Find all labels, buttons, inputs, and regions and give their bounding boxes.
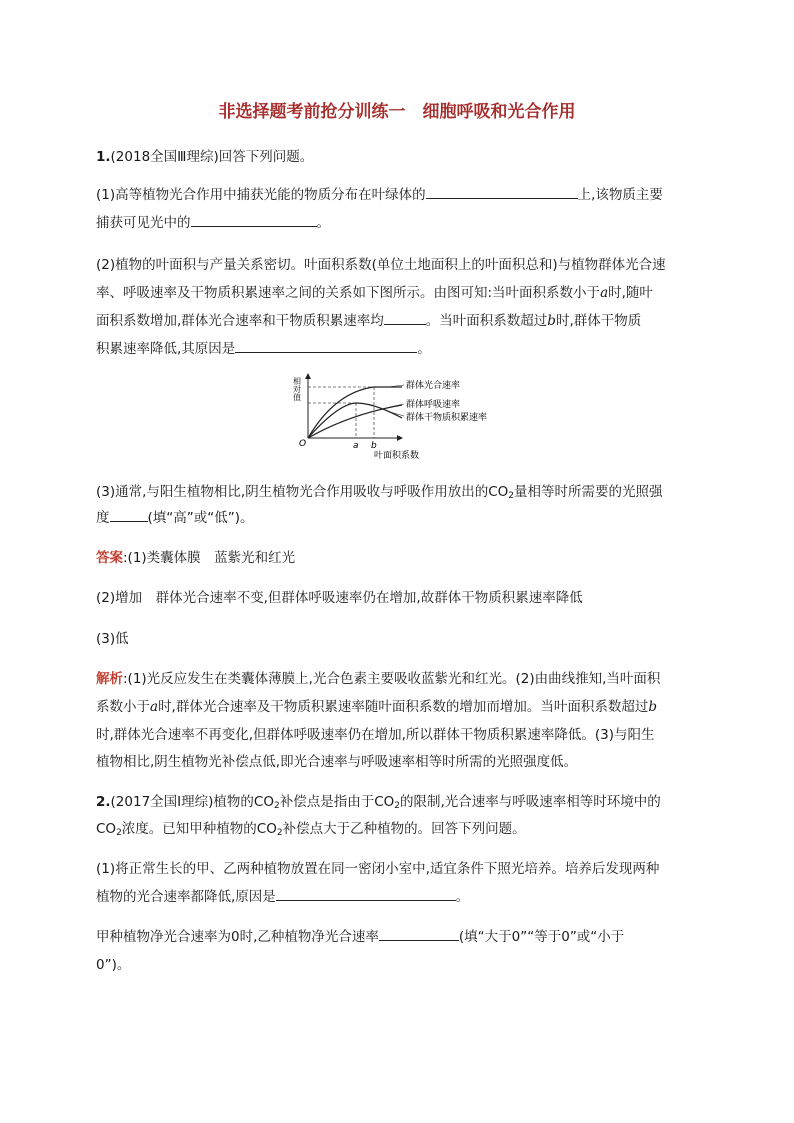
answer-blank[interactable] bbox=[191, 214, 317, 227]
text: 。当叶面积系数超过 bbox=[425, 313, 548, 329]
text: 补偿点大于乙种植物的。回答下列问题。 bbox=[282, 821, 526, 837]
analysis-line4: 植物相比,阴生植物光补偿点低,即光合速率与呼吸速率相等时所需的光照强度低。 bbox=[96, 754, 578, 770]
q2-part2-line2: 0”)。 bbox=[96, 957, 131, 973]
q1-part2-line4 bbox=[96, 340, 431, 359]
q2-part1-line2 bbox=[96, 888, 469, 907]
origin-label: O bbox=[299, 439, 307, 449]
subscript: 2 bbox=[394, 801, 400, 811]
q2-part2-line1 bbox=[96, 928, 624, 947]
text: 植物的光合速率都降低,原因是 bbox=[96, 889, 276, 905]
text: 浓度。已知甲种植物的CO bbox=[121, 821, 277, 837]
text: (填“大于0”“等于0”或“小于 bbox=[458, 929, 625, 945]
answer-line3: (3)低 bbox=[96, 631, 129, 647]
q1-intro-text: (2018全国Ⅲ理综)回答下列问题。 bbox=[110, 149, 314, 165]
text: (填“高”或“低”)。 bbox=[147, 510, 254, 526]
q1-part3-line1 bbox=[96, 483, 663, 506]
analysis-line1 bbox=[96, 670, 660, 689]
variable-a: a bbox=[600, 285, 609, 301]
ylabel-char: 相 bbox=[293, 377, 301, 386]
q2-line2 bbox=[96, 820, 526, 843]
text: (1)高等植物光合作用中捕获光能的物质分布在叶绿体的 bbox=[96, 187, 426, 203]
subscript: 2 bbox=[508, 491, 514, 501]
text: 的限制,光合速率与呼吸速率相等时环境中的 bbox=[400, 794, 661, 810]
rate-curve-figure bbox=[290, 370, 520, 470]
tick-a: a bbox=[353, 441, 359, 451]
text: 时,群体干物质 bbox=[555, 313, 642, 329]
answer-label: 答案 bbox=[96, 550, 123, 566]
text: :(1)光反应发生在类囊体薄膜上,光合色素主要吸收蓝紫光和红光。(2)由曲线推知,当叶面积 bbox=[123, 671, 661, 687]
text: 面积系数增加,群体光合速率和干物质积累速率均 bbox=[96, 313, 384, 329]
q1-part1-line1 bbox=[96, 186, 663, 205]
ylabel-char: 对 bbox=[293, 385, 301, 394]
analysis-line3: 时,群体光合速率不再变化,但群体呼吸速率仍在增加,所以群体干物质积累速率降低。(3)与阳生 bbox=[96, 727, 655, 743]
text: 。 bbox=[455, 889, 470, 905]
answer-blank[interactable] bbox=[384, 312, 426, 325]
text: 系数小于 bbox=[96, 699, 150, 715]
text: 补偿点是指由于CO bbox=[279, 794, 395, 810]
text: :(1)类囊体膜 蓝紫光和红光 bbox=[123, 550, 296, 566]
q1-part3-line2 bbox=[96, 509, 254, 528]
subscript: 2 bbox=[276, 828, 283, 838]
text: 度 bbox=[96, 510, 110, 526]
answer-blank[interactable] bbox=[110, 509, 148, 522]
variable-a: a bbox=[150, 699, 159, 715]
text: (3)通常,与阳生植物相比,阴生植物光合作用吸收与呼吸作用放出的CO bbox=[96, 484, 509, 500]
respiration-curve bbox=[308, 405, 402, 438]
legend-photosynthesis: 群体光合速率 bbox=[406, 381, 461, 391]
q2-number: 2. bbox=[96, 794, 111, 810]
q2-part1-line1: (1)将正常生长的甲、乙两种植物放置在同一密闭小室中,适宜条件下照光培养。培养后发现两种 bbox=[96, 861, 660, 877]
text: 上,该物质主要 bbox=[577, 187, 663, 203]
text: 量相等时所需要的光照强 bbox=[514, 484, 663, 500]
legend-dry-matter: 群体干物质积累速率 bbox=[406, 413, 488, 423]
answer-blank[interactable] bbox=[235, 340, 417, 353]
variable-b: b bbox=[648, 699, 658, 715]
q1-part2-line1: (2)植物的叶面积与产量关系密切。叶面积系数(单位土地面积上的叶面积总和)与植物群体光合速 bbox=[96, 257, 666, 273]
answer-blank[interactable] bbox=[379, 928, 459, 941]
text: 。 bbox=[316, 215, 330, 231]
legend-respiration: 群体呼吸速率 bbox=[406, 400, 461, 410]
text: 甲种植物净光合速率为0时,乙种植物净光合速率 bbox=[96, 929, 379, 945]
text: (2017全国Ⅰ理综)植物的CO bbox=[110, 794, 274, 810]
answer-line1 bbox=[96, 549, 295, 568]
text: CO bbox=[96, 821, 117, 837]
q1-intro bbox=[96, 148, 313, 167]
text: 积累速率降低,其原因是 bbox=[96, 341, 236, 357]
text: 。 bbox=[417, 341, 431, 357]
q1-part1-line2 bbox=[96, 214, 330, 233]
subscript: 2 bbox=[273, 801, 280, 811]
answer-blank[interactable] bbox=[426, 186, 578, 199]
analysis-label: 解析 bbox=[96, 671, 123, 687]
page-title: 非选择题考前抢分训练一 细胞呼吸和光合作用 bbox=[218, 102, 576, 122]
q1-part2-line3 bbox=[96, 312, 641, 331]
q1-number: 1. bbox=[96, 149, 111, 165]
subscript: 2 bbox=[116, 828, 122, 838]
analysis-line2 bbox=[96, 698, 657, 717]
text: 捕获可见光中的 bbox=[96, 215, 191, 231]
answer-line2: (2)增加 群体光合速率不变,但群体呼吸速率仍在增加,故群体干物质积累速率降低 bbox=[96, 590, 583, 606]
q1-part2-line2 bbox=[96, 284, 653, 303]
text: 率、呼吸速率及干物质积累速率之间的关系如下图所示。由图可知:当叶面积系数小于 bbox=[96, 285, 601, 301]
ylabel-char: 值 bbox=[293, 393, 301, 402]
answer-blank[interactable] bbox=[276, 888, 456, 901]
x-axis-label: 叶面积系数 bbox=[374, 451, 420, 461]
text: 时,随叶 bbox=[608, 285, 653, 301]
q2-line1 bbox=[96, 793, 661, 816]
variable-b: b bbox=[547, 313, 556, 329]
text: 时,群体光合速率及干物质积累速率随叶面积系数的增加而增加。当叶面积系数超过 bbox=[158, 699, 649, 715]
tick-b: b bbox=[371, 441, 377, 451]
